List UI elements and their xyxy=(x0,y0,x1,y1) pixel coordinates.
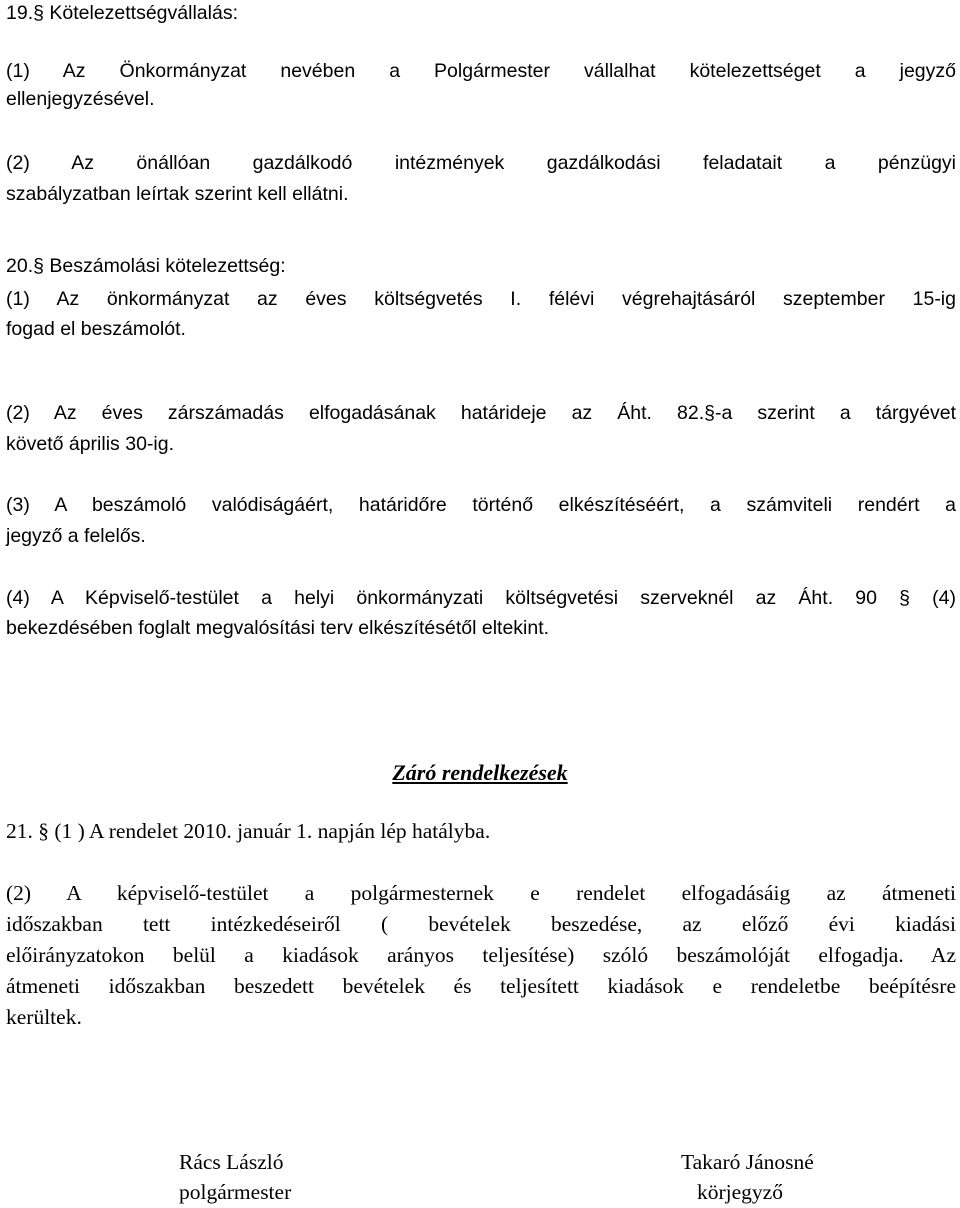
section-19-p2-line2: szabályzatban leírtak szerint kell ellátni. xyxy=(6,183,349,205)
section-20-p2-line1: (2) Az éves zárszámadás elfogadásának határideje az Áht. 82.§-a szerint a tárgyévet xyxy=(6,402,956,424)
section-20-p1-line2: fogad el beszámolót. xyxy=(6,318,186,340)
section-21-p2-line2: időszakban tett intézkedéseiről ( bevételek beszedése, az előző évi kiadási xyxy=(6,912,956,936)
section-20-p1-line1: (1) Az önkormányzat az éves költségvetés I. félévi végrehajtásáról szeptember 15-ig xyxy=(6,288,956,310)
section-21-p2-line4: átmeneti időszakban beszedett bevételek és teljesített kiadások e rendeletbe beépítésre xyxy=(6,974,956,998)
signature-right-name: Takaró Jánosné xyxy=(681,1150,814,1174)
section-20-p4-line1: (4) A Képviselő-testület a helyi önkormányzati költségvetési szerveknél az Áht. 90 § (4) xyxy=(6,587,956,609)
section-20-p3-line2: jegyző a felelős. xyxy=(6,525,146,547)
section-21-p2-line3: előirányzatokon belül a kiadások arányos teljesítése) szóló beszámolóját elfogadja. Az xyxy=(6,943,956,967)
section-19-p1-line2: ellenjegyzésével. xyxy=(6,88,155,110)
signature-right-title: körjegyző xyxy=(697,1180,783,1204)
section-20-heading: 20.§ Beszámolási kötelezettség: xyxy=(6,255,286,277)
signature-left-title: polgármester xyxy=(179,1180,292,1204)
section-19-heading: 19.§ Kötelezettségvállalás: xyxy=(6,2,238,24)
section-21-p2-line1: (2) A képviselő-testület a polgármesternek e rendelet elfogadásáig az átmeneti xyxy=(6,881,956,905)
signature-left-name: Rács László xyxy=(179,1150,284,1174)
section-20-p3-line1: (3) A beszámoló valódiságáért, határidőre történő elkészítéséért, a számviteli rendért a xyxy=(6,494,956,516)
section-19-p2-line1: (2) Az önállóan gazdálkodó intézmények gazdálkodási feladatait a pénzügyi xyxy=(6,152,956,174)
section-19-p1-line1: (1) Az Önkormányzat nevében a Polgármester vállalhat kötelezettséget a jegyző xyxy=(6,60,956,82)
closing-heading: Záró rendelkezések xyxy=(392,760,568,785)
section-20-p4-line2: bekezdésében foglalt megvalósítási terv elkészítésétől eltekint. xyxy=(6,617,550,639)
section-21-p2-line5: kerültek. xyxy=(6,1005,82,1029)
section-20-p2-line2: követő április 30-ig. xyxy=(6,433,174,455)
section-21-p1: 21. § (1 ) A rendelet 2010. január 1. napján lép hatályba. xyxy=(6,819,491,843)
